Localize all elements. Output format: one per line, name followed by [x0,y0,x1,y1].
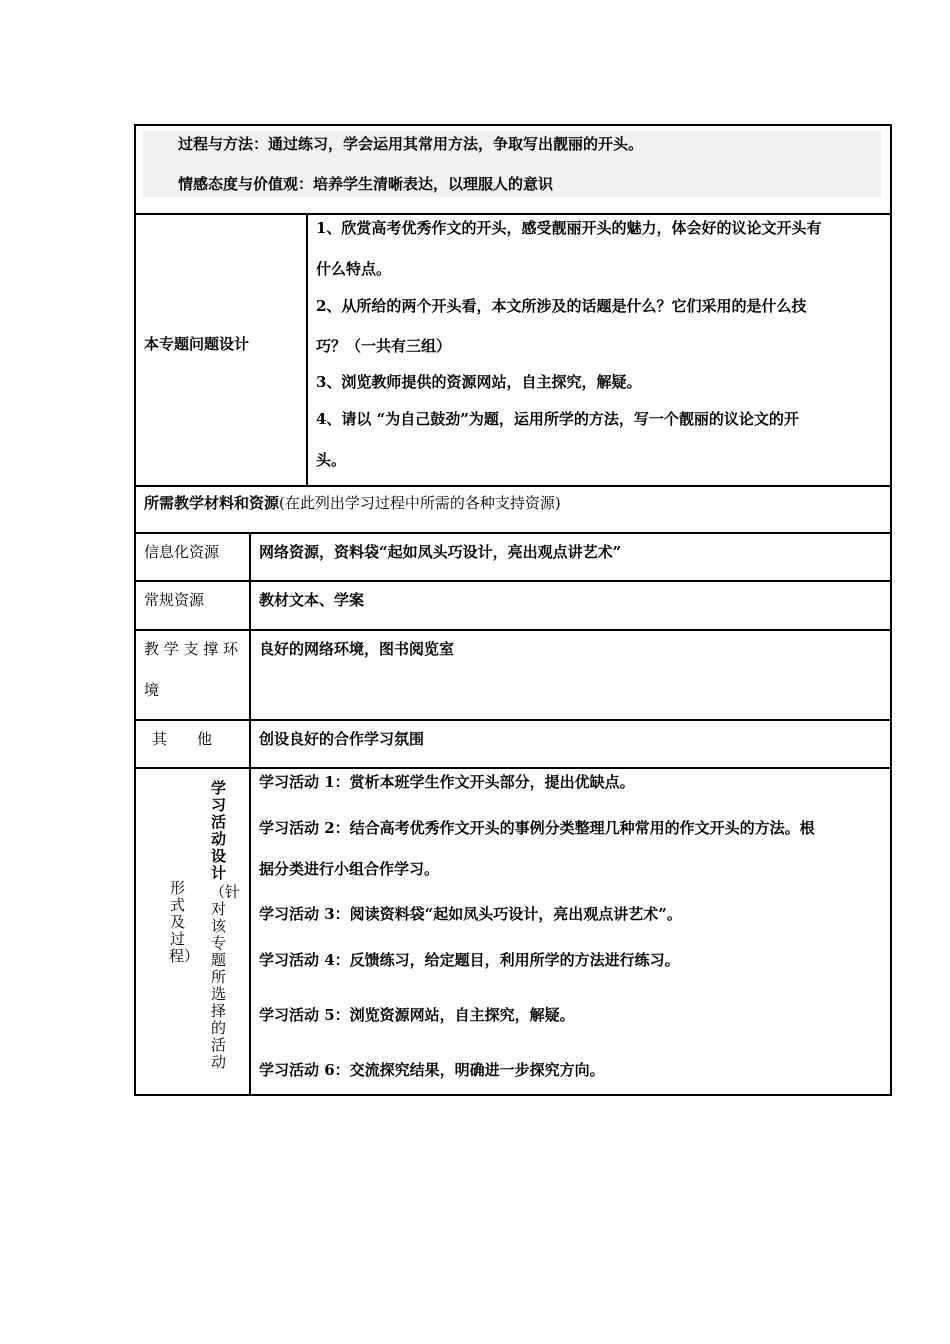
table-top-border [134,124,892,126]
table-bottom-border [134,1094,892,1096]
topic-design-line: 3、浏览教师提供的资源网站，自主探究，解疑。 [316,373,642,391]
material-label-regular: 常规资源 [144,591,205,609]
topic-design-line: 什么特点。 [316,260,392,278]
activity-design-form: 形式及过程） [169,879,200,965]
objective-process-method: 过程与方法：通过练习，学会运用其常用方法，争取写出靓丽的开头。 [178,135,644,153]
topic-design-line: 巧？（一共有三组） [316,337,452,355]
activity-item: 学习活动 2：结合高考优秀作文开头的事例分类整理几种常用的作文开头的方法。根 [259,819,815,837]
topic-design-label: 本专题问题设计 [144,335,250,353]
topic-design-line: 1、欣赏高考优秀作文的开头，感受靓丽开头的魅力，体会好的议论文开头有 [316,219,822,237]
col-divider-materials [249,532,251,1095]
material-label-support-cont: 境 [144,681,160,699]
row-divider [134,719,892,721]
row-divider [134,767,892,769]
activity-item: 学习活动 3：阅读资料袋“起如凤头巧设计，亮出观点讲艺术”。 [259,905,682,923]
row-divider [134,629,892,631]
material-value-support: 良好的网络环境，图书阅览室 [259,640,455,658]
material-value-regular: 教材文本、学案 [259,591,365,609]
material-label-info: 信息化资源 [144,543,220,561]
topic-design-line: 头。 [316,451,347,469]
activity-design-note: （针对该专题所选择的活动 [210,883,241,1071]
material-value-info: 网络资源，资料袋“起如凤头巧设计，亮出观点讲艺术” [259,543,622,561]
materials-heading-bold: 所需教学材料和资源 [144,494,280,512]
table-left-border [134,124,136,1095]
row-divider [134,532,892,534]
activity-item: 学习活动 1：赏析本班学生作文开头部分，提出优缺点。 [259,773,635,791]
row-divider [134,580,892,582]
activity-item: 学习活动 6：交流探究结果，明确进一步探究方向。 [259,1061,605,1079]
table-right-border [890,124,892,1095]
topic-design-line: 4、请以 “为自己鼓劲”为题，运用所学的方法，写一个靓丽的议论文的开 [316,410,799,428]
materials-heading [144,493,561,513]
row-divider [134,485,892,487]
objective-emotion-value: 情感态度与价值观：培养学生清晰表达，以理服人的意识 [178,175,554,193]
activity-item: 学习活动 4：反馈练习，给定题目，利用所学的方法进行练习。 [259,951,680,969]
activity-design-title: 学习活动设计 [210,779,226,882]
topic-design-line: 2、从所给的两个开头看，本文所涉及的话题是什么？它们采用的是什么技 [316,297,807,315]
materials-heading-note: (在此列出学习过程中所需的各种支持资源) [279,494,561,512]
material-label-support: 教 学 支 撑 环 [144,640,239,658]
col-divider-topic [306,213,308,486]
activity-item: 学习活动 5：浏览资源网站，自主探究，解疑。 [259,1006,575,1024]
activity-item: 据分类进行小组合作学习。 [259,860,440,878]
row-divider [134,213,892,215]
material-label-other: 其 他 [152,730,213,748]
material-value-other: 创设良好的合作学习氛围 [259,730,425,748]
